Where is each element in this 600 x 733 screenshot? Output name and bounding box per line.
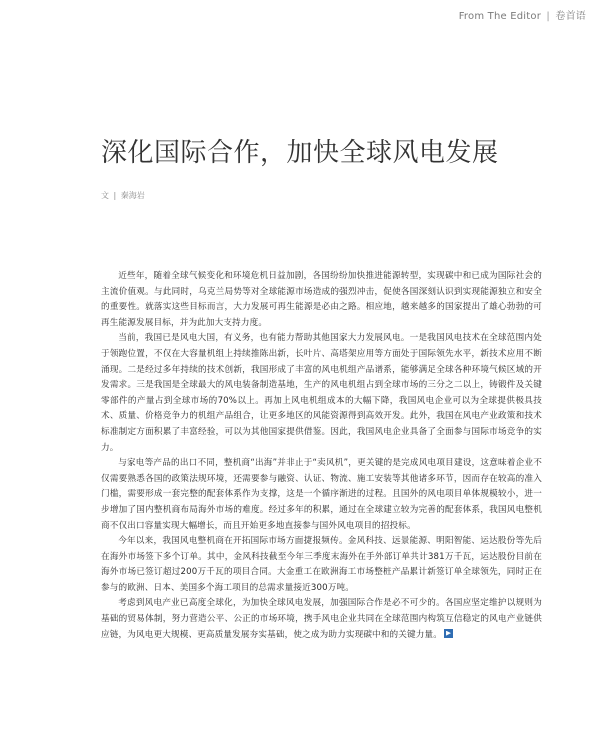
column-label-separator: | <box>546 11 550 22</box>
paragraph <box>101 596 542 643</box>
author-name: 秦海岩 <box>120 191 145 200</box>
column-label <box>459 7 586 22</box>
byline <box>101 190 145 201</box>
byline-prefix: 文 <box>101 191 109 200</box>
paragraph: 与家电等产品的出口不同，整机商“出海”并非止于“卖风机”，更关键的是完成风电项目建设，这意味着企业不仅需要熟悉各国的政策法规环境，还需要参与融资、认证、物流、施工安装等其他诸多环节，因而存在较高的准入门槛，需要形成一套完整的配套体系作为支撑，这是一个循序渐进的过程。且国外的风电项目单体规模较小，进一步增加了国内整机商布局海外市场的难度。经过多年的积累，通过在全球建立较为完善的配套体系，我国风电整机商不仅出口容量实现大幅增长，而且开始更多地直接参与国外风电项目的招投标。 <box>101 458 542 531</box>
article-title: 深化国际合作，加快全球风电发展 <box>101 138 499 169</box>
paragraph: 近些年，随着全球气候变化和环境危机日益加剧，各国纷纷加快推进能源转型，实现碳中和已成为国际社会的主流价值观。与此同时，乌克兰局势等对全球能源市场造成的强烈冲击，促使各国深刻认识到实现能源独立和安全的重要性。就落实这些目标而言，大力发展可再生能源是必由之路。相应地，越来越多的国家提出了雄心勃勃的可再生能源发展目标，并为此加大支持力度。 <box>101 271 542 328</box>
article-body <box>101 269 542 643</box>
paragraph: 当前，我国已是风电大国，有义务，也有能力帮助其他国家大力发展风电。一是我国风电技术在全球范围内处于领跑位置，不仅在大容量机组上持续推陈出新，长叶片、高塔架应用等方面处于国际领先水平，新技术应用不断涌现。二是经过多年持续的技术创新，我国形成了丰富的风电机组产品谱系，能够满足全球各种环境气候区域的开发需求。三是我国是全球最大的风电装备制造基地，生产的风电机组占到全球市场的三分之二以上，铸锻件及关键零部件的产量占到全球市场的70%以上。再加上风电机组成本的大幅下降，我国风电企业可以为全球提供极具技术、质量、价格竞争力的机组产品组合，让更多地区的风能资源得到高效开发。此外，我国在风电产业政策和技术标准制定方面积累了丰富经验，可以为其他国家提供借鉴。因此，我国风电企业具备了全面参与国际市场竞争的实力。 <box>101 333 542 453</box>
byline-separator: | <box>113 191 117 200</box>
paragraph-text: 考虑到风电产业已高度全球化，为加快全球风电发展，加强国际合作是必不可少的。各国应坚定维护以规则为基础的贸易体制，努力营造公平、公正的市场环境，携手风电企业共同在全球范围内构筑互信稳定的风电产业链供应链，为风电更大规模、更高质量发展夯实基础，使之成为助力实现碳中和的关键力量。 <box>101 598 542 640</box>
paragraph: 今年以来，我国风电整机商在开拓国际市场方面捷报频传。金风科技、远景能源、明阳智能、运达股份等先后在海外市场签下多个订单。其中，金风科技截至今年三季度末海外在手外部订单共计381万千瓦，运达股份目前在海外市场已签订超过200万千瓦的项目合同。大金重工在欧洲海工市场整桩产品累计新签订单全球领先，同时正在参与的欧洲、日本、美国多个海工项目的总需求量接近300万吨。 <box>101 536 542 593</box>
end-of-article-icon <box>444 629 453 638</box>
column-label-chinese: 卷首语 <box>555 11 586 22</box>
column-label-english: From The Editor <box>458 11 542 22</box>
